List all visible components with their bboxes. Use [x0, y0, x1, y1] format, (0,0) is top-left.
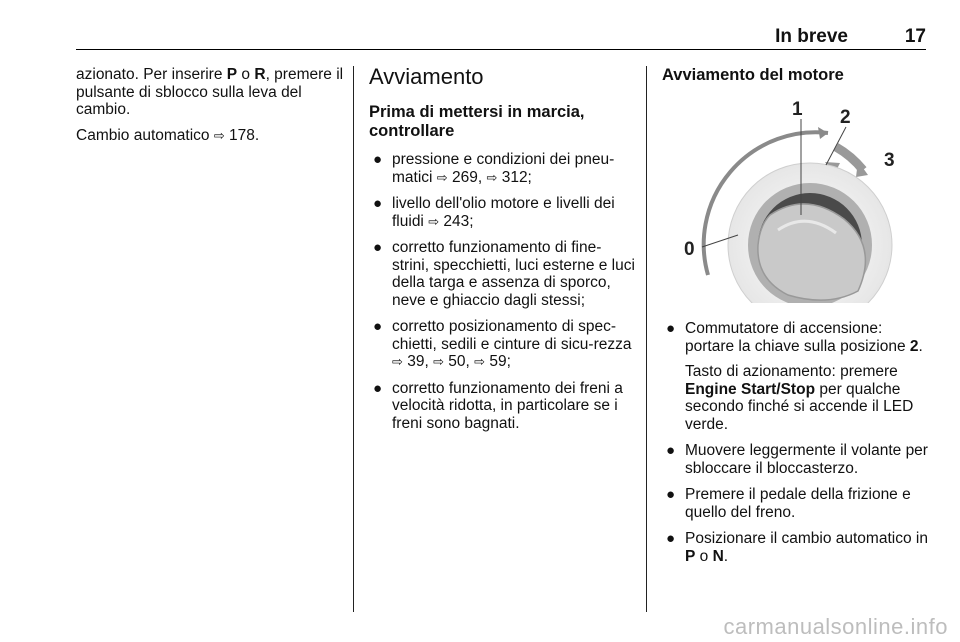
- list-item: ● Premere il pedale della frizione e quello del freno.: [666, 486, 911, 521]
- column-divider-left: [353, 66, 354, 612]
- page-header: [76, 22, 926, 50]
- subheading-avviamento-motore: Avviamento del motore: [662, 66, 844, 84]
- page-ref-arrow-icon: ⇨: [474, 354, 486, 369]
- label-position-3: 3: [884, 150, 895, 171]
- section-title: In breve: [775, 26, 848, 47]
- page-ref-arrow-icon: ⇨: [486, 169, 498, 185]
- bullet-icon: ●: [666, 320, 676, 337]
- left-column: [76, 66, 344, 152]
- watermark: carmanualsonline.info: [723, 614, 948, 639]
- list-item: ● corretto funzionamento di fine-strini, specchietti, luci esterne e luci della targa e assenza di sporco, neve e ghiaccio dagli stessi;: [373, 239, 635, 309]
- label-position-0: 0: [684, 239, 695, 260]
- left-paragraph-2: Cambio automatico ⇨ 178.: [76, 126, 260, 144]
- bullet-icon: ●: [666, 442, 676, 459]
- start-steps-list: [662, 320, 928, 565]
- bullet-icon: ●: [373, 239, 383, 256]
- list-item: ● corretto posizionamento di spec-chietti, sedili e cinture di sicu-rezza ⇨ 39, ⇨ 50, ⇨ 59;: [373, 318, 632, 370]
- ignition-figure: [678, 95, 926, 303]
- page-ref-arrow-icon: ⇨: [436, 169, 448, 185]
- list-item: ● Commutatore di accensione: portare la chiave sulla posizione 2. Tasto di azionamento: premere Engine Start/Stop per qualche secondo finché si accende il LED verde.: [666, 320, 923, 433]
- label-position-1: 1: [792, 99, 803, 120]
- right-column: [662, 66, 928, 85]
- header-rule: [76, 49, 926, 50]
- middle-column: [369, 65, 635, 441]
- page-ref-arrow-icon: ⇨: [213, 127, 225, 143]
- list-item: ● Posizionare il cambio automatico in P o N.: [666, 530, 928, 565]
- bullet-icon: ●: [666, 486, 676, 503]
- subheading-controllare: Prima di mettersi in marcia, controllare: [369, 103, 585, 140]
- ignition-switch-illustration: [678, 95, 926, 303]
- arc-arrowhead-icon: [818, 127, 828, 139]
- page-ref-arrow-icon: ⇨: [392, 354, 403, 369]
- label-position-2: 2: [840, 107, 851, 128]
- list-item: ● pressione e condizioni dei pneu-matici ⇨ 269, ⇨ 312;: [373, 151, 615, 186]
- column-divider-right: [646, 66, 647, 612]
- bullet-icon: ●: [373, 151, 383, 168]
- list-item: ● livello dell'olio motore e livelli dei fluidi ⇨ 243;: [373, 195, 615, 230]
- check-list: [369, 151, 635, 432]
- list-item: ● corretto funzionamento dei freni a velocità ridotta, in particolare se i freni sono bagnati.: [373, 379, 623, 432]
- bullet-icon: ●: [666, 530, 676, 547]
- left-paragraph-1: azionato. Per inserire P o R, premere il pulsante di sblocco sulla leva del cambio.: [76, 66, 344, 118]
- bullet-icon: ●: [373, 318, 383, 335]
- bullet-icon: ●: [373, 379, 383, 397]
- page-ref-arrow-icon: ⇨: [428, 213, 440, 229]
- list-item: ● Muovere leggermente il volante per sbloccare il bloccasterzo.: [666, 442, 928, 477]
- page-ref-arrow-icon: ⇨: [433, 354, 444, 369]
- bullet-icon: ●: [373, 195, 383, 212]
- heading-avviamento: Avviamento: [369, 64, 484, 89]
- page-number: 17: [904, 26, 926, 47]
- right-column-steps: [662, 320, 928, 574]
